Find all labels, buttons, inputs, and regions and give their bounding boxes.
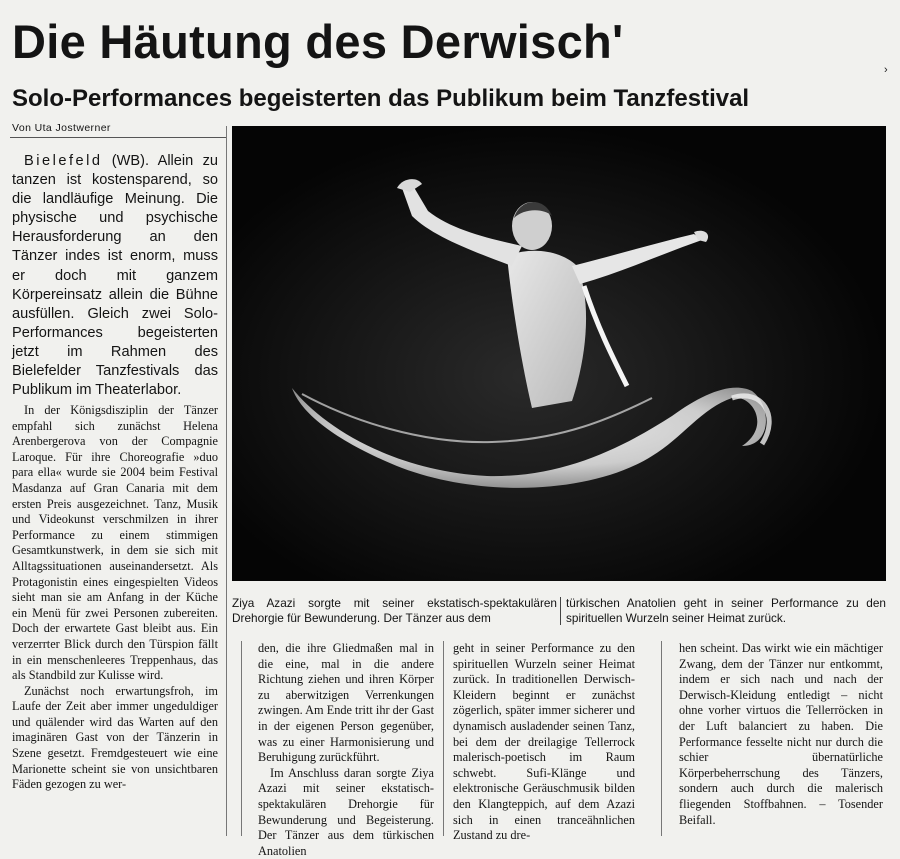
whirling-dervish-image (232, 126, 886, 581)
column-1-paragraph-2: Zunächst noch erwartungsfroh, im Laufe der Zeit aber immer ungeduldiger und quälender wird das Warten auf den imaginären Gast von der Tänzerin in Szene gesetzt. Fremdgesteuert wie eine Marionette scheint sie von unsichtbaren Fäden gezogen zu wer- (12, 683, 218, 792)
column-1-paragraph-1: In der Königsdisziplin der Tänzer empfahl sich zunächst Helena Arenbergerova von der Compagnie Laroque. Für ihre Choreografie »duo para ella« wurde sie 2004 beim Festival Masdanza auf Gran Canaria mit dem ersten Preis ausgezeichnet. Tanz, Musik und Videokunst verschmilzen in ihrer Performance zu einem stimmigen Gesamtkunstwerk, in dem sie sich mit Alltagssituationen auseinandersetzt. Als Protagonistin eines eingespielten Videos sieht man sie am Anfang in der Küche ein Menü für zwei Personen zubereiten. Doch der erwartete Gast bleibt aus. Ein verzerrter Blick durch den Türspion fällt in ein menschenleeres Treppenhaus, das als Standbild zur Kulisse wird. (12, 403, 218, 683)
lead-text: (WB). Allein zu tanzen ist kostensparend, so die landläufige Meinung. Die physische und psychische Herausforderung an den Tänzer indes ist enorm, muss er doch mit ganzem Körpereinsatz allein die Bühne ausfüllen. Gleich zwei Solo-Performances begeisterten jetzt im Rahmen des Bielefelder Tanzfestivals das Publikum im Theaterlabor. (12, 153, 218, 399)
column-divider-1 (226, 126, 227, 836)
headline: Die Häutung des Derwisch' (12, 15, 624, 68)
column-2-paragraph-2: Im Anschluss daran sorgte Ziya Azazi mit seiner ekstatisch-spektakulären Drehorgie für Bewunderung und Begeisterung. Der Tänzer aus dem türkischen Anatolien (258, 765, 434, 858)
column-divider-4 (661, 641, 662, 836)
byline-rule (10, 137, 226, 138)
subheadline: Solo-Performances begeisterten das Publikum beim Tanzfestival (12, 85, 750, 112)
column-4 (679, 641, 883, 828)
photo-caption-right: türkischen Anatolien geht in seiner Performance zu den spirituellen Wurzeln seiner Heimat zurück. (566, 596, 886, 625)
column-divider-3 (443, 641, 444, 836)
column-2 (258, 641, 434, 859)
page-corner-mark: › (884, 64, 888, 76)
column-3 (453, 641, 635, 844)
dancer-photo (232, 126, 886, 581)
column-2-paragraph-1: den, die ihre Gliedmaßen mal in die eine, mal in die andere Richtung ziehen und ihren Körper zu aberwitzigen Verrenkungen zwingen. Am Ende tritt ihr der Gast in der eigenen Person gegenüber, was zu einer Harmonisierung und Beruhigung zurückführt. (258, 641, 434, 765)
column-3-paragraph-1: geht in seiner Performance zu den spirituellen Wurzeln seiner Heimat zurück. In traditionellen Derwisch-Kleidern beginnt er zunächst zögerlich, später immer sicherer und dynamisch ausladender seinen Tanz, bei dem der dreilagige Tellerrock malerisch-poetisch im Raum schwebt. Sufi-Klänge und elektronische Geräuschmusik bilden den Klangteppich, auf dem Azazi sich in einen tranceähnlichen Zustand zu dre- (453, 641, 635, 843)
lead-city: Bielefeld (24, 153, 103, 169)
byline: Von Uta Jostwerner (12, 122, 111, 134)
photo-caption-left: Ziya Azazi sorgte mit seiner ekstatisch-spektakulären Drehorgie für Bewunderung. Der Tänzer aus dem (232, 596, 557, 625)
column-4-paragraph-1: hen scheint. Das wirkt wie ein mächtiger Zwang, dem der Tänzer nur entkommt, indem er sich nach und nach der Derwisch-Kleidung entledigt – nicht ohne vorher virtuos die Tellerröcken in der Luft balanciert zu haben. Die Performance fesselte nicht nur durch die schier übernatürliche Körperbeherrschung des Tänzers, sondern auch durch die malerisch fliegenden Stoffbahnen. – Tosender Beifall. (679, 641, 883, 827)
caption-divider (560, 597, 561, 625)
column-1 (12, 403, 218, 793)
column-divider-2 (241, 641, 242, 836)
lead-paragraph (12, 152, 218, 400)
